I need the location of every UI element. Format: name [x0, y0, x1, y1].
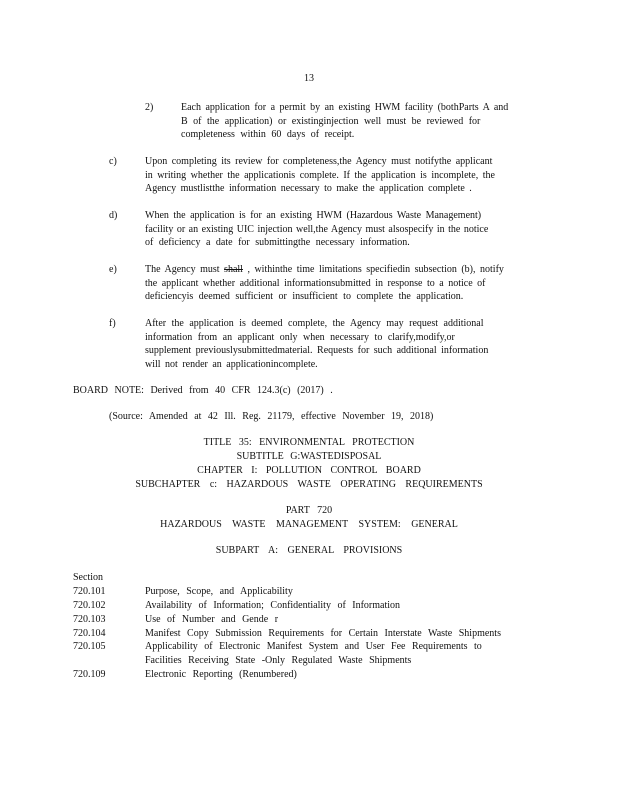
toc-section-title: Availability of Information; Confidentiality of Information: [145, 600, 401, 611]
struck-text: shall: [224, 264, 243, 275]
paragraph-line: After the application is deemed complete, the Agency may request additional: [145, 318, 484, 329]
paragraph-line: Upon completing its review for completeness,the Agency must notifythe applicant: [145, 156, 493, 167]
source-note: (Source: Amended at 42 Ill. Reg. 21179, effective November 19, 2018): [109, 411, 434, 422]
paragraph-line: will not render an applicationincomplete.: [145, 358, 318, 370]
paragraph-line: in writing whether the applicationis complete. If the application is incomplete, the: [145, 169, 495, 181]
toc-section-title-continued: Facilities Receiving State -Only Regulated Waste Shipments: [145, 655, 412, 666]
paragraph-f-body: [145, 317, 488, 371]
paragraph-line: completeness within 60 days of receipt.: [181, 129, 355, 141]
paragraph-label: e): [109, 264, 117, 275]
paragraph-e-body: [145, 263, 504, 304]
paragraph-line: facility or an existing UIC injection well,the Agency must alsospecify in the notice: [145, 223, 489, 235]
paragraph-line: the applicant whether additional informationsubmitted in response to a notice of: [145, 277, 486, 289]
part-heading: PART 720: [285, 505, 333, 516]
paragraph-c-body: [145, 155, 495, 196]
toc-row: [73, 613, 278, 627]
toc-section-number: 720.104: [73, 628, 106, 639]
paragraph-d-body: [145, 209, 488, 250]
toc-row: [73, 599, 400, 613]
chapter-heading: CHAPTER I: POLLUTION CONTROL BOARD: [197, 465, 421, 476]
paragraph-line: of deficiency a date for submittingthe necessary information.: [145, 237, 410, 249]
paragraph-label: f): [109, 318, 116, 329]
line-text: The Agency must: [145, 264, 225, 275]
toc-section-number: 720.105: [73, 641, 106, 652]
part-title-heading: HAZARDOUS WASTE MANAGEMENT SYSTEM: GENERAL: [160, 519, 458, 530]
paragraph-line: Agency mustlistthe information necessary to make the application complete .: [145, 183, 472, 195]
paragraph-line: B of the application) or existinginjection well must be reviewed for: [181, 115, 481, 127]
toc-section-title: Manifest Copy Submission Requirements for Certain Interstate Waste Shipments: [145, 628, 501, 639]
toc-section-title: Purpose, Scope, and Applicability: [145, 586, 293, 597]
subchapter-heading: SUBCHAPTER c: HAZARDOUS WASTE OPERATING REQUIREMENTS: [135, 479, 483, 490]
subtitle-heading: SUBTITLE G:WASTEDISPOSAL: [236, 451, 382, 462]
toc-section-title: Electronic Reporting (Renumbered): [145, 669, 297, 680]
toc-row: [73, 627, 501, 641]
paragraph-line: Each application for a permit by an existing HWM facility (bothParts A and: [181, 102, 509, 113]
paragraph-line: [145, 263, 504, 277]
toc-row: [73, 640, 482, 654]
paragraph-line: information from an applicant only when necessary to clarify,modify,or: [145, 331, 455, 343]
paragraph-label: d): [109, 210, 118, 221]
paragraph-line: When the application is for an existing HWM (Hazardous Waste Management): [145, 210, 482, 221]
line-text: , withinthe time limitations specifiedin subsection (b), notify: [242, 264, 504, 275]
toc-section-number: 720.109: [73, 669, 106, 680]
paragraph-line: supplement previouslysubmittedmaterial. Requests for such additional information: [145, 345, 489, 357]
page-number: 13: [304, 73, 314, 84]
paragraph-label: 2): [145, 102, 154, 113]
toc-section-title: Applicability of Electronic Manifest System and User Fee Requirements to: [145, 641, 482, 652]
paragraph-2-body: [181, 101, 508, 142]
toc-row: [73, 585, 293, 599]
toc-header: Section: [73, 572, 103, 583]
paragraph-label: c): [109, 156, 117, 167]
title-heading: TITLE 35: ENVIRONMENTAL PROTECTION: [203, 437, 415, 448]
toc-section-title: Use of Number and Gende r: [145, 614, 279, 625]
subpart-heading: SUBPART A: GENERAL PROVISIONS: [215, 545, 403, 556]
paragraph-line: deficiencyis deemed sufficient or insufficient to complete the application.: [145, 291, 464, 303]
board-note: BOARD NOTE: Derived from 40 CFR 124.3(c) (2017) .: [73, 385, 333, 396]
toc-section-number: 720.101: [73, 586, 106, 597]
toc-row: [73, 668, 297, 682]
toc-section-number: 720.102: [73, 600, 106, 611]
toc-section-number: 720.103: [73, 614, 106, 625]
